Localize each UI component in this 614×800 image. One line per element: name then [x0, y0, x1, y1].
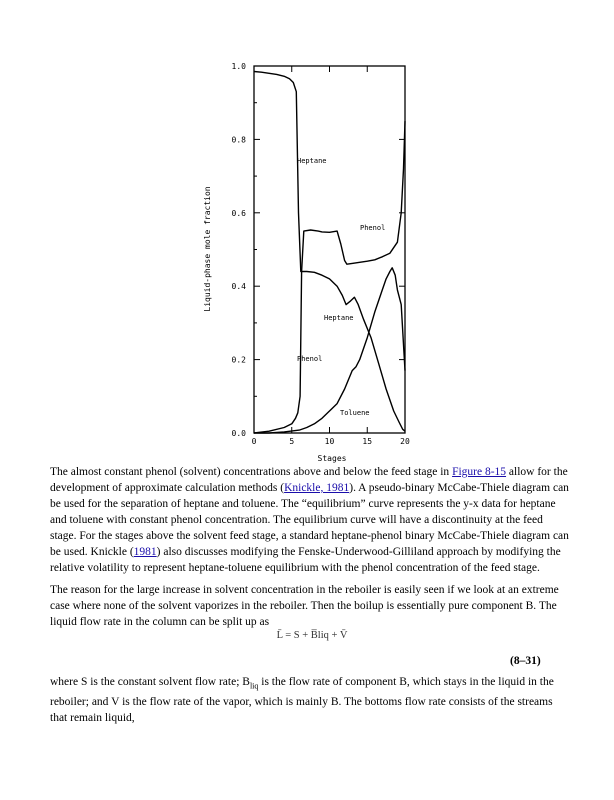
figure-8-15-link[interactable]: Figure 8-15 — [452, 466, 507, 478]
p3-text-a: where S is the constant solvent flow rate; B — [50, 676, 250, 688]
chart-labels — [203, 157, 385, 463]
y-tick-label: 1.0 — [231, 62, 246, 71]
series-label-toluene: Toluene — [340, 409, 370, 417]
x-axis-label: Stages — [317, 454, 347, 463]
paragraph-3 — [50, 674, 570, 726]
x-tick-label: 15 — [362, 437, 373, 446]
paragraph-1 — [50, 464, 570, 576]
series-label-heptane-top: Heptane — [297, 157, 327, 165]
x-tick-label: 10 — [324, 437, 335, 446]
p1-text-d: ) also discusses modifying the Fenske-Underwood-Gilliland approach by modifying the relative volatility to represent heptane-toluene equilibrium with the phenol concentration of the feed stage. — [50, 546, 561, 574]
chart-ticks — [232, 62, 410, 446]
p3-text-b: is the flow rate of component B, which stays in the liquid in the reboiler; and — [50, 676, 554, 709]
knickle-1981-link[interactable]: Knickle, 1981 — [284, 482, 350, 494]
y-tick-label: 0.0 — [231, 429, 246, 438]
x-tick-label: 0 — [251, 437, 257, 446]
p3-subscript-liq: liq — [249, 681, 259, 691]
series-label-heptane-bottom: Heptane — [324, 314, 354, 322]
chart-series — [254, 72, 405, 434]
y-axis-label: Liquid-phase mole fraction — [203, 186, 212, 312]
series-label-phenol-bottom: Phenol — [297, 355, 323, 363]
equation-8-31: L̄ = S + B̅liq + V̄ — [276, 630, 348, 641]
series-line-toluene — [254, 268, 405, 433]
x-tick-label: 20 — [400, 437, 410, 446]
p3-vapor-symbol: V — [111, 696, 120, 709]
p1-text-b: allow for the development of approximate calculation methods ( — [50, 466, 568, 494]
stage-profile-chart — [196, 58, 418, 464]
y-tick-label: 0.2 — [231, 355, 246, 365]
series-line-heptane — [254, 72, 405, 432]
knickle-1981-year-link[interactable]: 1981 — [133, 546, 157, 558]
p3-text-c: is the flow rate of the vapor, which is mainly B. The bottoms flow rate consists of the streams that remain liquid, — [50, 696, 553, 725]
series-label-phenol-top: Phenol — [360, 224, 386, 232]
y-tick-label: 0.4 — [231, 282, 246, 292]
p1-text-a: The almost constant phenol (solvent) concentrations above and below the feed stage in — [50, 466, 453, 478]
equation-number: (8–31) — [510, 655, 541, 667]
paragraph-2: The reason for the large increase in solvent concentration in the reboiler is easily seen if we look at an extreme case where none of the solvent vaporizes in the reboiler. Then the boilup is essentially pure component B. The liquid flow rate in the column can be split up as — [50, 584, 559, 628]
p1-text-c: ). A pseudo-binary McCabe-Thiele diagram can be used for the separation of heptane and toluene. The “equilibrium” curve represents the y-x data for heptane and toluene with constant phenol concentration. The equilibrium curve will have a discontinuity at the feed stage. For the stages above the solvent feed stage, a standard heptane-phenol binary McCabe-Thiele diagram can be used. Knickle ( — [50, 482, 569, 558]
y-tick-label: 0.6 — [231, 208, 246, 218]
y-tick-label: 0.8 — [231, 135, 246, 145]
series-line-phenol — [254, 121, 405, 433]
x-tick-label: 5 — [289, 437, 295, 446]
